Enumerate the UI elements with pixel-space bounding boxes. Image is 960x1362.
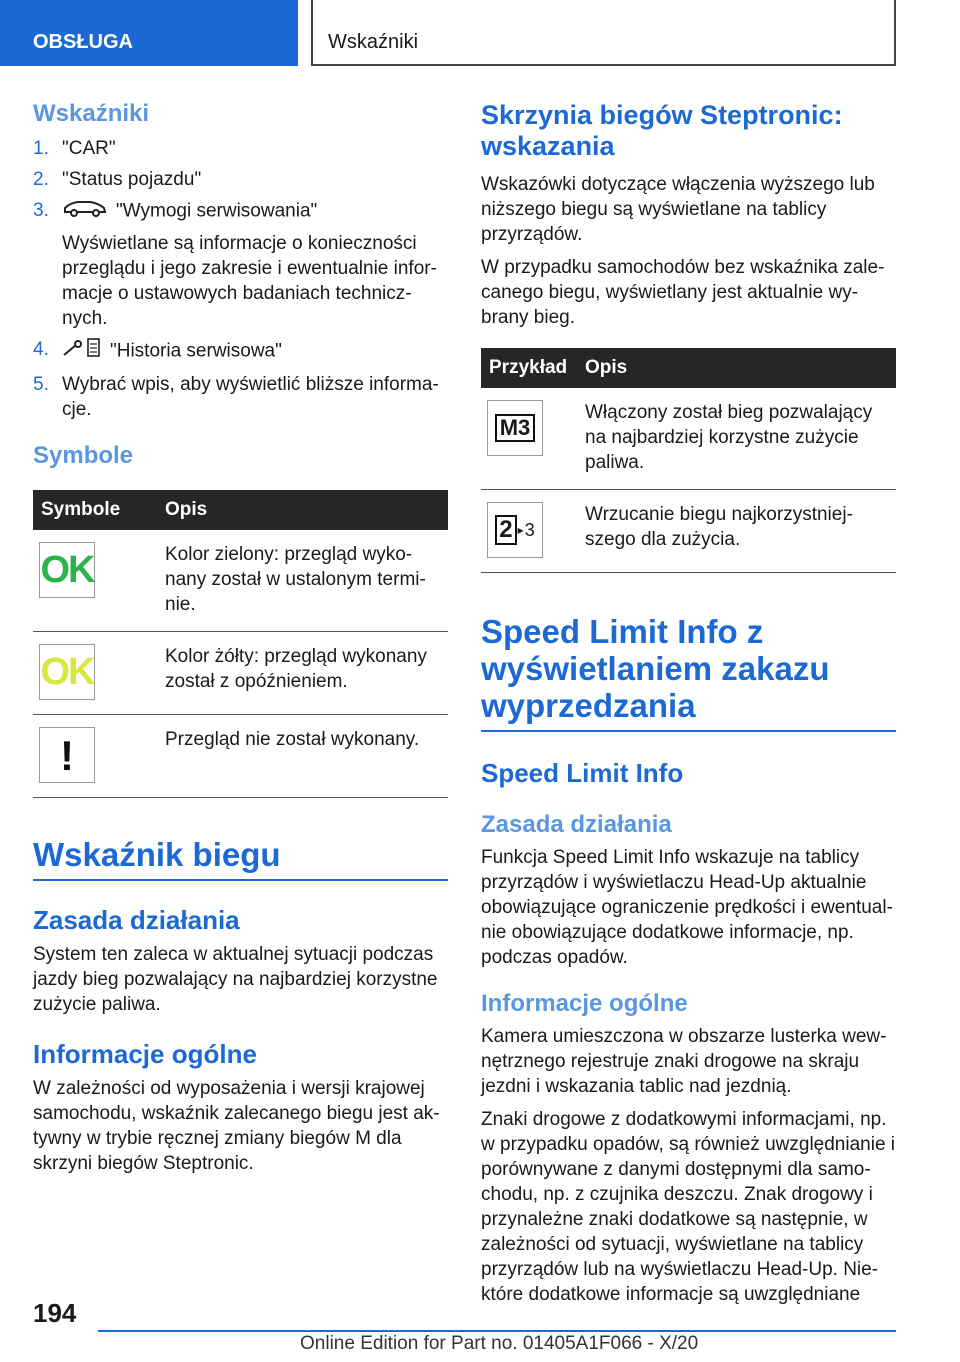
principle-text: System ten zaleca w aktualnej sytuacji podczas jazdy bieg pozwalający na najbardziej korzystne zużycie paliwa. [33,944,438,1015]
general-info-paragraph: Kamera umieszczona w obszarze lusterka wewnętrznego rejestruje znaki drogowe na skraju jezdni i wskazania tablic nad jezdnią. [481,1026,887,1097]
service-history-icon [62,337,102,366]
principle-heading: Zasada działania [481,811,672,838]
page-number: 194 [33,1298,77,1328]
list-item [33,337,448,366]
list-number: 1. [33,138,49,159]
symbols-table [33,490,448,798]
ok-green-icon: OK [39,542,95,598]
list-text: "Status pojazdu" [62,169,202,190]
indicators-heading: Wskaźniki [33,100,150,127]
steptronic-paragraph: W przypadku samochodów bez wskaźnika zalecanego biegu, wyświetlany jest aktualnie wybrany bieg. [481,257,885,328]
table-cell: Przegląd nie został wykonany. [157,715,448,798]
exclamation-icon: ! [39,727,95,783]
table-header-cell: Opis [577,348,896,388]
list-item [33,167,448,192]
section-tab: OBSŁUGA [0,0,298,66]
table-cell: Kolor zielony: przegląd wykonany został w ustalonym terminie. [157,530,448,632]
general-info-paragraph: Znaki drogowe z dodatkowymi informacjami, np. w przypadku opadów, są również uwzględnianie i porównywane z danymi dostępnymi dla samochodu, np. z czujnika deszczu. Znak drogowy i przynależne znaki dodatkowe są następnie, w zależności od sytuacji, wyświetlane na tablicy przyrządów lub na wyświetlaczu Head-Up. Niektóre dodatkowe informacje są uwzględniane [481,1109,896,1305]
table-row [33,530,448,632]
table-header-cell: Przykład [481,348,577,388]
table-header-cell: Opis [157,490,448,530]
principle-text: Funkcja Speed Limit Info wskazuje na tablicy przyrządów i wyświetlaczu Head-Up aktualnie obowiązujące ograniczenie prędkości i ewentualnie obowiązujące dodatkowe informacje, np. podczas opadów. [481,847,893,968]
list-item [33,372,448,422]
list-item [33,136,448,161]
list-number: 2. [33,169,49,190]
left-column [33,100,448,1176]
chapter-title: Wskaźniki [311,0,896,66]
list-extra-text: Wyświetlane są informacje o konieczności przeglądu i jego zakresie i ewentualnie informacje o ustawowych badaniach technicznych. [62,233,437,329]
indicators-list [33,136,448,422]
list-text: "CAR" [62,138,116,159]
list-item [33,198,448,331]
general-info-text: W zależności od wyposażenia i wersji krajowej samochodu, wskaźnik zalecanego biegu jest aktywny w trybie ręcznej zmiany biegów M dla skrzyni biegów Steptronic. [33,1078,440,1174]
list-number: 3. [33,200,49,221]
list-text: Wybrać wpis, aby wyświetlić bliższe informacje. [62,374,439,420]
table-header-cell: Symbole [33,490,157,530]
speed-limit-info-heading: Speed Limit Info [481,758,684,788]
right-column [481,100,896,1307]
list-text: "Wymogi serwisowania" [116,200,318,222]
speed-limit-info-big-heading: Speed Limit Info z wyświetlaniem zakazu wyprzedzania [481,613,896,732]
table-cell: Włączony został bieg pozwalający na najbardziej korzystne zużycie paliwa. [577,388,896,490]
table-row [33,632,448,715]
ok-yellow-icon: OK [39,644,95,700]
table-row [33,715,448,798]
table-row [481,490,896,573]
list-number: 4. [33,339,49,360]
general-info-heading: Informacje ogólne [33,1039,257,1069]
table-row [481,388,896,490]
gear-indicator-heading: Wskaźnik biegu [33,836,448,881]
gear-table [481,348,896,573]
symbols-heading: Symbole [33,442,134,469]
list-text: "Historia serwisowa" [110,340,282,362]
page-header [0,0,960,66]
footer-divider [98,1330,896,1332]
footer-edition: Online Edition for Part no. 01405A1F066 - X/20 [300,1333,699,1354]
table-cell: Wrzucanie biegu najkorzystniejszego dla zużycia. [577,490,896,573]
gear-m3-icon: M3 [487,400,543,456]
car-outline-icon [62,198,108,225]
table-header-row [481,348,896,388]
gear-shift-up-icon: 2 ▸ 3 [487,502,543,558]
table-header-row [33,490,448,530]
list-number: 5. [33,374,49,395]
general-info-heading: Informacje ogólne [481,990,688,1017]
steptronic-heading: Skrzynia biegów Steptronic: wskazania [481,100,843,161]
steptronic-paragraph: Wskazówki dotyczące włączenia wyższego lub niższego biegu są wyświetlane na tablicy przyrządów. [481,174,875,245]
principle-heading: Zasada działania [33,905,240,935]
table-cell: Kolor żółty: przegląd wykonany został z opóźnieniem. [157,632,448,715]
